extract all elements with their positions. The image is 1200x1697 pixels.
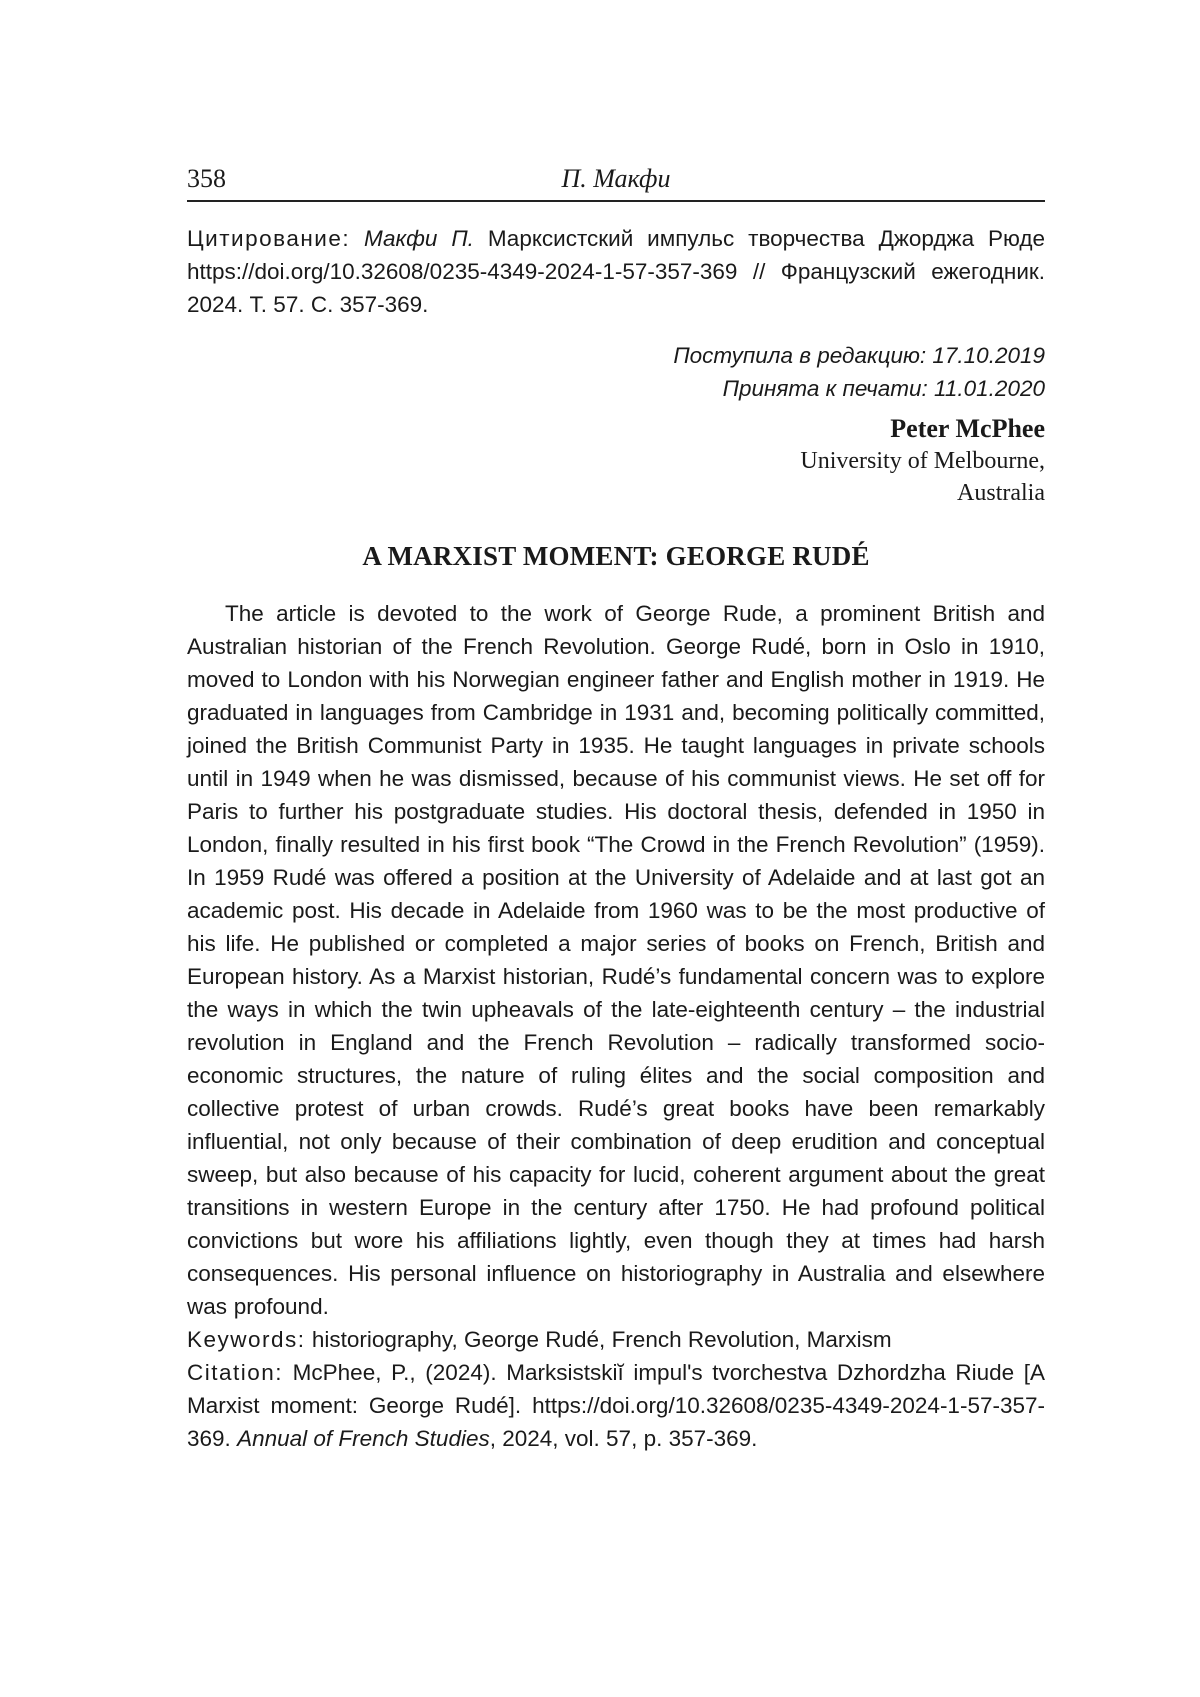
citation-en-label: Citation:: [187, 1360, 284, 1385]
citation-ru: [187, 222, 1045, 321]
abstract: The article is devoted to the work of George Rude, a prominent British and Australian historian of the French Revolution. George Rudé, born in Oslo in 1910, moved to London with his Norwegian engineer father and English mother in 1919. He graduated in languages from Cambridge in 1931 and, becoming politically committed, joined the British Communist Party in 1935. He taught languages in private schools until in 1949 when he was dismissed, because of his communist views. He set off for Paris to further his postgraduate studies. His doctoral thesis, defended in 1950 in London, finally resulted in his first book “The Crowd in the French Revolution” (1959). In 1959 Rudé was offered a position at the University of Adelaide and at last got an academic post. His decade in Adelaide from 1960 was to be the most productive of his life. He published or completed a major series of books on French, British and European history. As a Marxist historian, Rudé’s fundamental concern was to explore the ways in which the twin upheavals of the late-eighteenth century – the industrial revolution in England and the French Revolution – radically transformed socio-economic structures, the nature of ruling élites and the social composition and collective protest of urban crowds. Rudé’s great books have been remarkably influential, not only because of their combination of deep erudition and conceptual sweep, but also because of his capacity for lucid, coherent argument about the great transitions in western Europe in the century after 1750. He had profound political convictions but wore his affiliations lightly, even though they at times had harsh consequences. His personal influence on historiography in Australia and elsewhere was profound.: [187, 601, 1045, 1319]
running-title: П. Макфи: [561, 164, 671, 193]
citation-en-text: McPhee, P., (2024). Marksistskiĭ impul's tvorchestva Dzhordzha Riude [A Marxist moment: George Rudé]. https://doi.org/10.32608/0235-4349-2024-1-57-357-369.: [187, 1360, 1045, 1451]
citation-ru-label: Цитирование:: [187, 226, 351, 251]
page-number: 358: [187, 164, 226, 193]
keywords-text: historiography, George Rudé, French Revolution, Marxism: [311, 1327, 892, 1352]
keywords-label: Keywords:: [187, 1327, 306, 1352]
citation-ru-text: Марксистский импульс творчества Джорджа Рюде https://doi.org/10.32608/0235-4349-2024-1-57-357-369 // Французский ежегодник. 2024. Т. 57. С. 357-369.: [187, 226, 1046, 317]
author-affiliation-2: Australia: [957, 480, 1045, 506]
citation-ru-author: Макфи П.: [364, 226, 474, 251]
author-name: Peter McPhee: [890, 414, 1045, 443]
author-affiliation-1: University of Melbourne,: [800, 448, 1045, 474]
received-date: Поступила в редакцию: 17.10.2019: [673, 343, 1045, 368]
page-header: [187, 164, 1045, 202]
citation-en: [187, 1356, 1045, 1455]
author-block: [187, 413, 1045, 509]
page: [187, 164, 1045, 1455]
article-title: A MARXIST MOMENT: GEORGE RUDÉ: [362, 541, 870, 571]
keywords: [187, 1323, 1045, 1356]
dates-block: [187, 339, 1045, 405]
accepted-date: Принята к печати: 11.01.2020: [722, 376, 1045, 401]
citation-en-journal: Annual of French Studies: [237, 1426, 490, 1451]
citation-en-tail: , 2024, vol. 57, p. 357-369.: [489, 1426, 758, 1451]
